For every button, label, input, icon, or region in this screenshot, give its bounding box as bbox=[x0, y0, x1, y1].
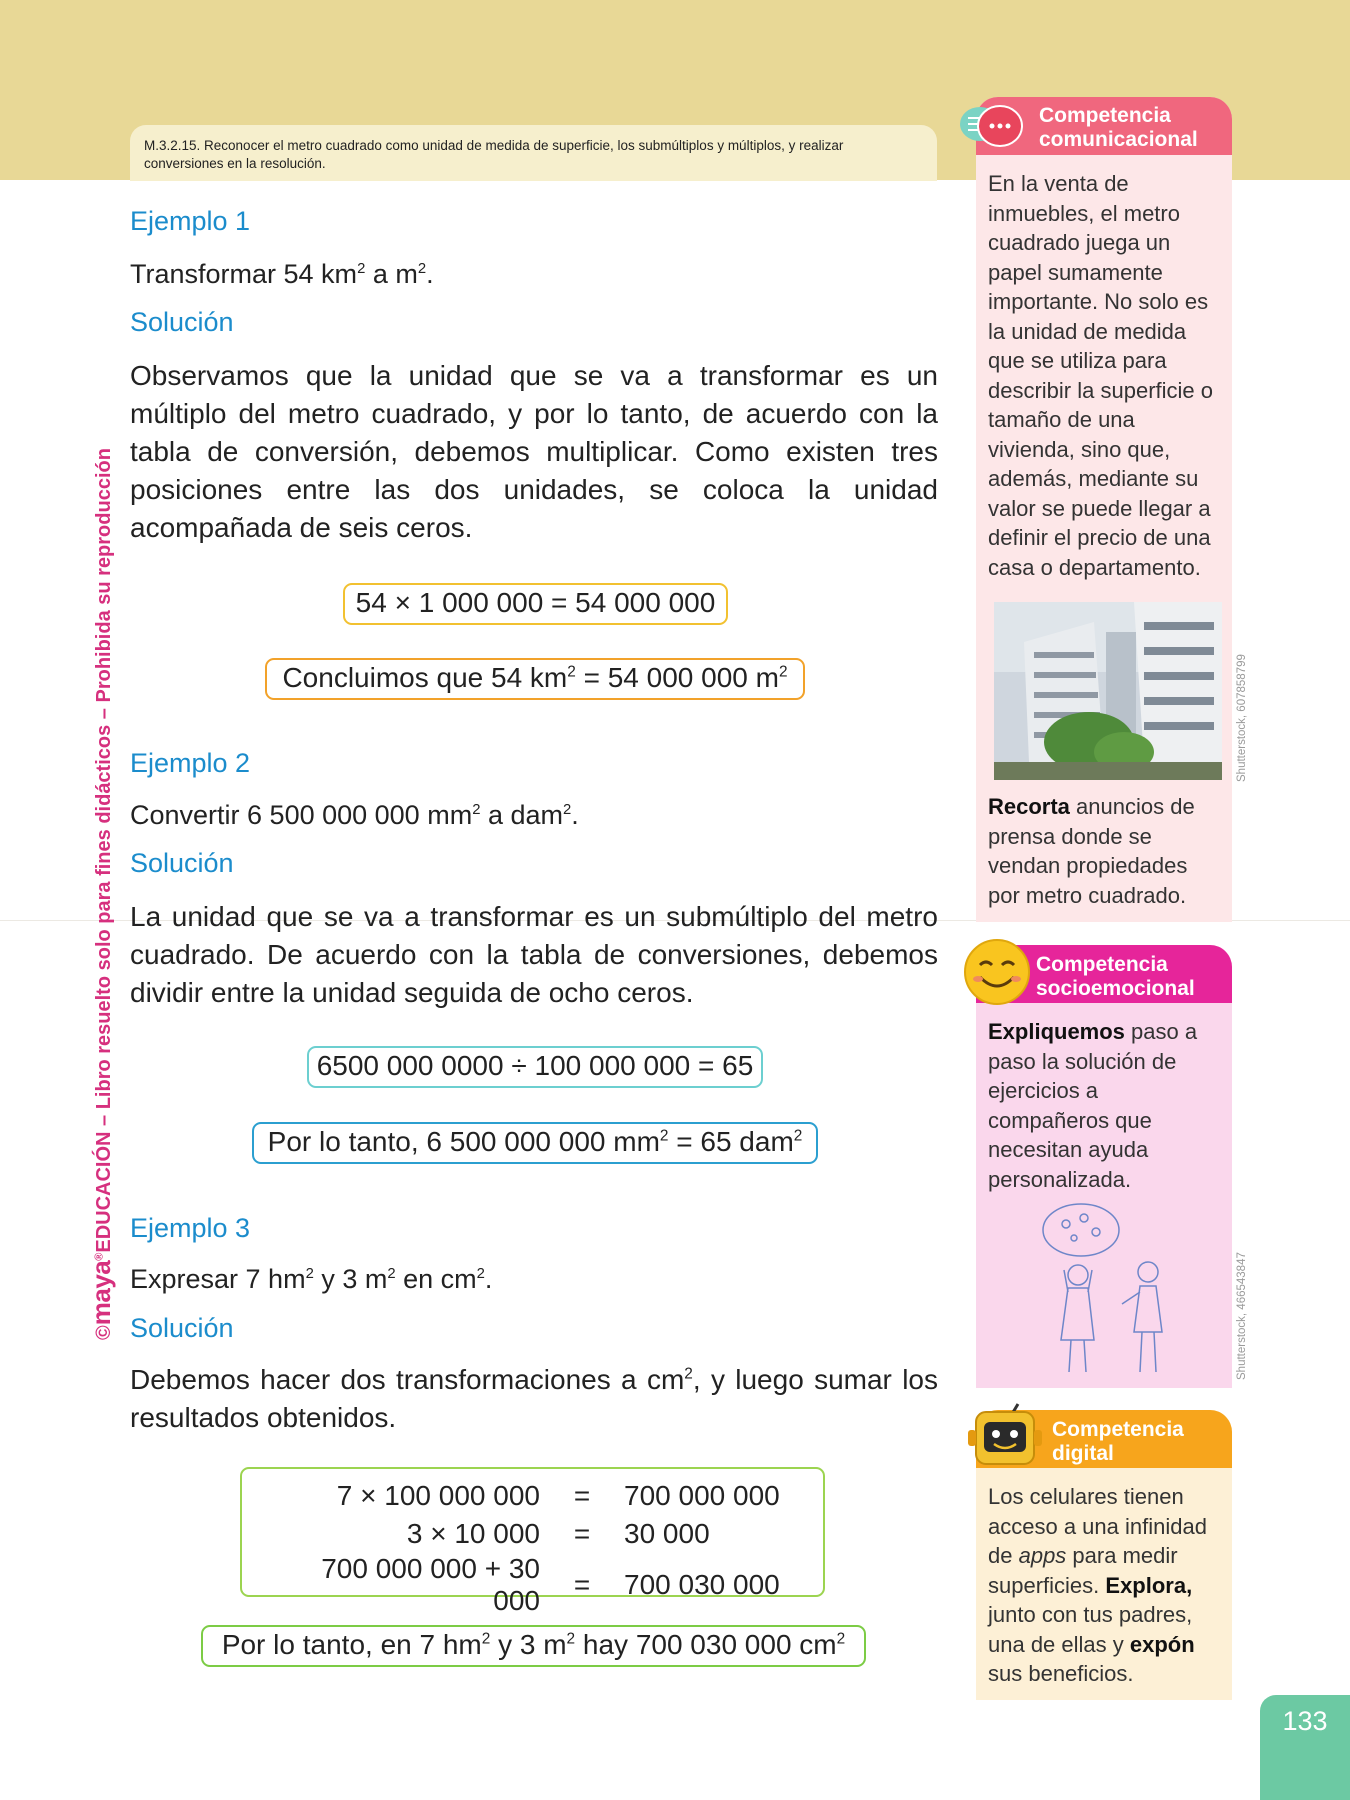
card-title: Competencia digital bbox=[1052, 1418, 1184, 1465]
example-2-title: Ejemplo 2 bbox=[130, 748, 251, 778]
table-row bbox=[270, 1477, 804, 1515]
notice-text: EDUCACIÓN – Libro resuelto solo para fines didácticos – Prohibida su reproducción bbox=[93, 448, 115, 1253]
row-operator: = bbox=[573, 1569, 591, 1600]
card-body-text: En la venta de inmuebles, el metro cuadrado juega un papel sumamente importante. No solo es la unidad de medida que se utiliza para describir la superficie o tamaño de una vivienda, sino que, además, mediante su valor se puede llegar a definir el precio de una casa o departamento. bbox=[988, 171, 1213, 580]
page-number: 133 bbox=[1260, 1695, 1350, 1800]
row-left: 3 × 10 000 bbox=[406, 1518, 540, 1549]
registered-mark: ® bbox=[93, 1252, 106, 1261]
row-left: 700 000 000 + 30 000 bbox=[321, 1553, 540, 1616]
chat-bubbles-icon bbox=[958, 100, 1028, 160]
card-competencia-digital bbox=[976, 1410, 1232, 1700]
copyright-notice bbox=[86, 448, 117, 1340]
card-competencia-socioemocional bbox=[976, 945, 1232, 1388]
example-1-solution-label: Solución bbox=[130, 307, 234, 337]
example-3-statement: Expresar 7 $hm^2$ y 3 $m^2$ en $cm^2$. bbox=[130, 1264, 493, 1294]
example-3-solution-label: Solución bbox=[130, 1313, 234, 1343]
row-left: 7 × 100 000 000 bbox=[336, 1480, 540, 1511]
example-2-explanation: La unidad que se va a transformar es un submúltiplo del metro cuadrado. De acuerdo con la tabla de conversiones, debemos dividir entre la unidad seguida de ocho ceros. bbox=[130, 901, 938, 1008]
example-3-calculation-table bbox=[240, 1467, 825, 1616]
building-photo bbox=[994, 602, 1222, 780]
photo-credit-1: Shutterstock, 607858799 bbox=[1236, 654, 1248, 782]
row-right: 700 000 000 bbox=[624, 1480, 780, 1511]
example-1-title: Ejemplo 1 bbox=[130, 206, 251, 236]
table-row bbox=[270, 1553, 804, 1617]
row-operator: = bbox=[573, 1480, 591, 1511]
card-competencia-comunicacional bbox=[976, 97, 1232, 922]
robot-icon bbox=[968, 1400, 1044, 1472]
row-right: 700 030 000 bbox=[624, 1569, 780, 1600]
children-illustration bbox=[1036, 1200, 1186, 1380]
example-3-explanation: Debemos hacer dos transformaciones a $cm^2$, y luego sumar los resultados obtenidos. bbox=[130, 1364, 938, 1433]
example-2-solution-label: Solución bbox=[130, 848, 234, 878]
card-title: Competencia socioemocional bbox=[1036, 953, 1195, 1000]
example-2-conclusion: Por lo tanto, 6 500 000 000 $mm^2 = 65$ dam$^2$ bbox=[252, 1122, 818, 1164]
row-operator: = bbox=[573, 1518, 591, 1549]
row-right: 30 000 bbox=[624, 1518, 710, 1549]
card-body-text: Los celulares tienen acceso a una infinidad de apps para medir superficies. Explora, junto con tus padres, una de ellas y expón sus beneficios. bbox=[988, 1484, 1207, 1686]
example-1-conclusion: Concluimos que 54 $km^2 = 54$ 000 000 $m^2$ bbox=[265, 658, 805, 700]
example-1-explanation: Observamos que la unidad que se va a transformar es un múltiplo del metro cuadrado, y por lo tanto, de acuerdo con la tabla de conversión, debemos multiplicar. Como existen tres posiciones entre las dos unidades, se coloca la unidad acompañada de seis ceros. bbox=[130, 360, 938, 543]
example-3-title: Ejemplo 3 bbox=[130, 1213, 251, 1243]
curriculum-standard: M.3.2.15. Reconocer el metro cuadrado como unidad de medida de superficie, los submúltiplos y múltiplos, y realizar conversiones en la resolución. bbox=[130, 125, 937, 181]
copyright-symbol: © bbox=[93, 1325, 115, 1340]
example-1-equation: 54 × 1 000 000 = 54 000 000 bbox=[343, 583, 728, 625]
card-action-text: Expliquemos paso a paso la solución de ejercicios a compañeros que necesitan ayuda personalizada. bbox=[988, 1019, 1198, 1192]
brand-logo-text: maya bbox=[86, 1260, 116, 1326]
smiley-face-icon bbox=[962, 937, 1032, 1007]
example-1-statement: Transformar 54 $km^2$ a $m^2$. bbox=[130, 259, 434, 289]
example-2-statement: Convertir 6 500 000 000 $mm^2$ a dam$^2$. bbox=[130, 800, 579, 830]
card-title: Competencia comunicacional bbox=[1039, 104, 1198, 151]
example-2-equation: 6500 000 0000 ÷ 100 000 000 = 65 bbox=[307, 1046, 763, 1088]
table-row bbox=[270, 1515, 804, 1553]
photo-credit-2: Shutterstock, 466543847 bbox=[1236, 1252, 1248, 1380]
card-action-text: Recorta anuncios de prensa donde se vendan propiedades por metro cuadrado. bbox=[988, 794, 1195, 908]
example-3-conclusion: Por lo tanto, en 7 $hm^2$ y 3 $m^2$ hay 700 030 000 $cm^2$ bbox=[201, 1625, 866, 1667]
